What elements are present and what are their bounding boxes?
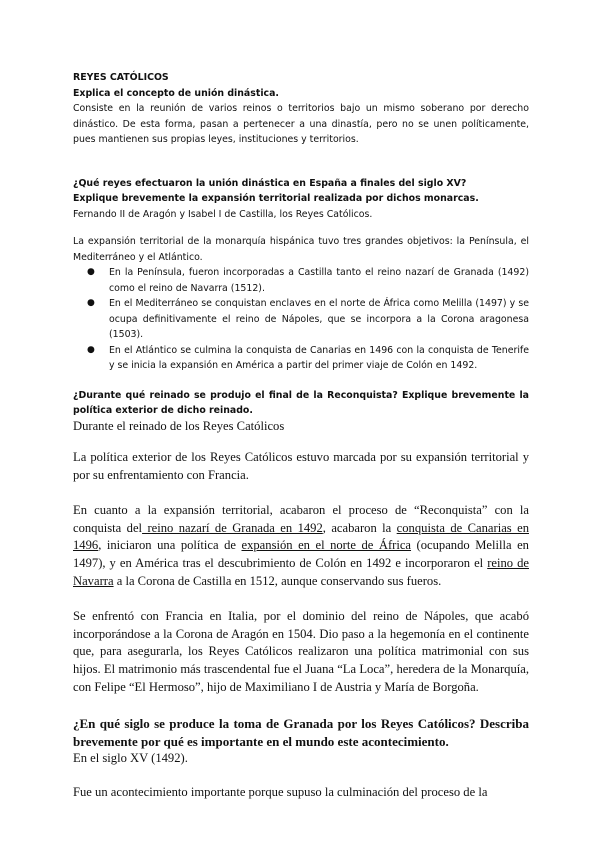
document-page bbox=[73, 70, 529, 802]
document-title: REYES CATÓLICOS bbox=[73, 72, 169, 83]
list-item: ● En el Mediterráneo se conquistan enclaves en el norte de África como Melilla (1497) y se ocupa definitivamente el reino de Nápoles, que se incorpora a la Corona aragonesa (1503). bbox=[87, 298, 529, 340]
question-4: ¿En qué siglo se produce la toma de Granada por los Reyes Católicos? Describa brevemente por qué es importante en el mundo este acontecimiento. bbox=[73, 715, 529, 749]
section-expansion bbox=[73, 176, 529, 374]
bullet-icon: ● bbox=[87, 267, 95, 277]
list-item: ● En la Península, fueron incorporadas a Castilla tanto el reino nazarí de Granada (1492) como el reino de Navarra (1512). bbox=[87, 267, 529, 294]
answer-3: Durante el reinado de los Reyes Católicos bbox=[73, 418, 285, 433]
question-2-line-2: Explique brevemente la expansión territorial realizada por dichos monarcas. bbox=[73, 193, 479, 204]
link-reino-navarra[interactable]: reino de Navarra bbox=[73, 556, 529, 589]
question-3: ¿Durante qué reinado se produjo el final de la Reconquista? Explique brevemente la política exterior de dicho reinado. bbox=[73, 389, 529, 416]
paragraph-francia: Se enfrentó con Francia en Italia, por el dominio del reino de Nápoles, que acabó incorporándose a la Corona de Aragón en 1504. Dio paso a la hegemonía en el continente que, para asegurarla, los Reyes Católicos realizaron una política matrimonial con sus hijos. El matrimonio más trascendental fue el Juana “La Loca”, heredera de la Monarquía, con Felipe “El Hermoso”, hijo de Maximiliano I de Austria y María de Borgoña. bbox=[73, 608, 529, 695]
section-union-dinastica bbox=[73, 70, 529, 148]
paragraph-expansion-territorial: En cuanto a la expansión territorial, acabaron el proceso de “Reconquista” con la conquista del reino nazarí de Granada en 1492, acabaron la conquista de Canarias en 1496, iniciaron una política de expansión en el norte de África (ocupando Melilla en 1497), y en América tras el descubrimiento de Colón en 1492 e incorporaron el reino de Navarra a la Corona de Castilla en 1512, aunque conservando sus fueros. bbox=[73, 502, 529, 589]
question-2-line-1: ¿Qué reyes efectuaron la unión dinástica en España a finales del siglo XV? bbox=[73, 177, 467, 189]
list-item: ● En el Atlántico se culmina la conquista de Canarias en 1496 con la conquista de Tenerife y se inicia la expansión en América a partir del primer viaje de Colón en 1492. bbox=[87, 344, 529, 371]
link-norte-africa[interactable]: expansión en el norte de África bbox=[241, 538, 412, 553]
bullet-icon: ● bbox=[87, 344, 95, 355]
expansion-intro: La expansión territorial de la monarquía hispánica tuvo tres grandes objetivos: la Península, el Mediterráneo y el Atlántico. bbox=[73, 236, 529, 263]
answer-4: En el siglo XV (1492). bbox=[73, 751, 188, 766]
expansion-list bbox=[73, 265, 529, 374]
answer-1: Consiste en la reunión de varios reinos o territorios bajo un mismo soberano por derecho dinástico. De esta forma, pasan a pertenecer a una dinastía, pero no se unen políticamente, pues mantienen sus propias leyes, instituciones y territorios. bbox=[73, 103, 529, 145]
paragraph-importancia: Fue un acontecimiento importante porque supuso la culminación del proceso de la bbox=[73, 785, 488, 800]
answer-2: Fernando II de Aragón y Isabel I de Castilla, los Reyes Católicos. bbox=[73, 208, 373, 220]
section-granada bbox=[73, 715, 529, 802]
question-1: Explica el concepto de unión dinástica. bbox=[73, 87, 279, 99]
link-reino-nazari[interactable]: reino nazarí de Granada en 1492 bbox=[142, 520, 323, 535]
paragraph-politica-exterior: La política exterior de los Reyes Católicos estuvo marcada por su expansión territorial y por su enfrentamiento con Francia. bbox=[73, 450, 529, 483]
bullet-icon: ● bbox=[87, 298, 95, 308]
section-reconquista bbox=[73, 388, 529, 697]
link-conquista-canarias[interactable]: conquista de Canarias en 1496 bbox=[73, 520, 529, 553]
